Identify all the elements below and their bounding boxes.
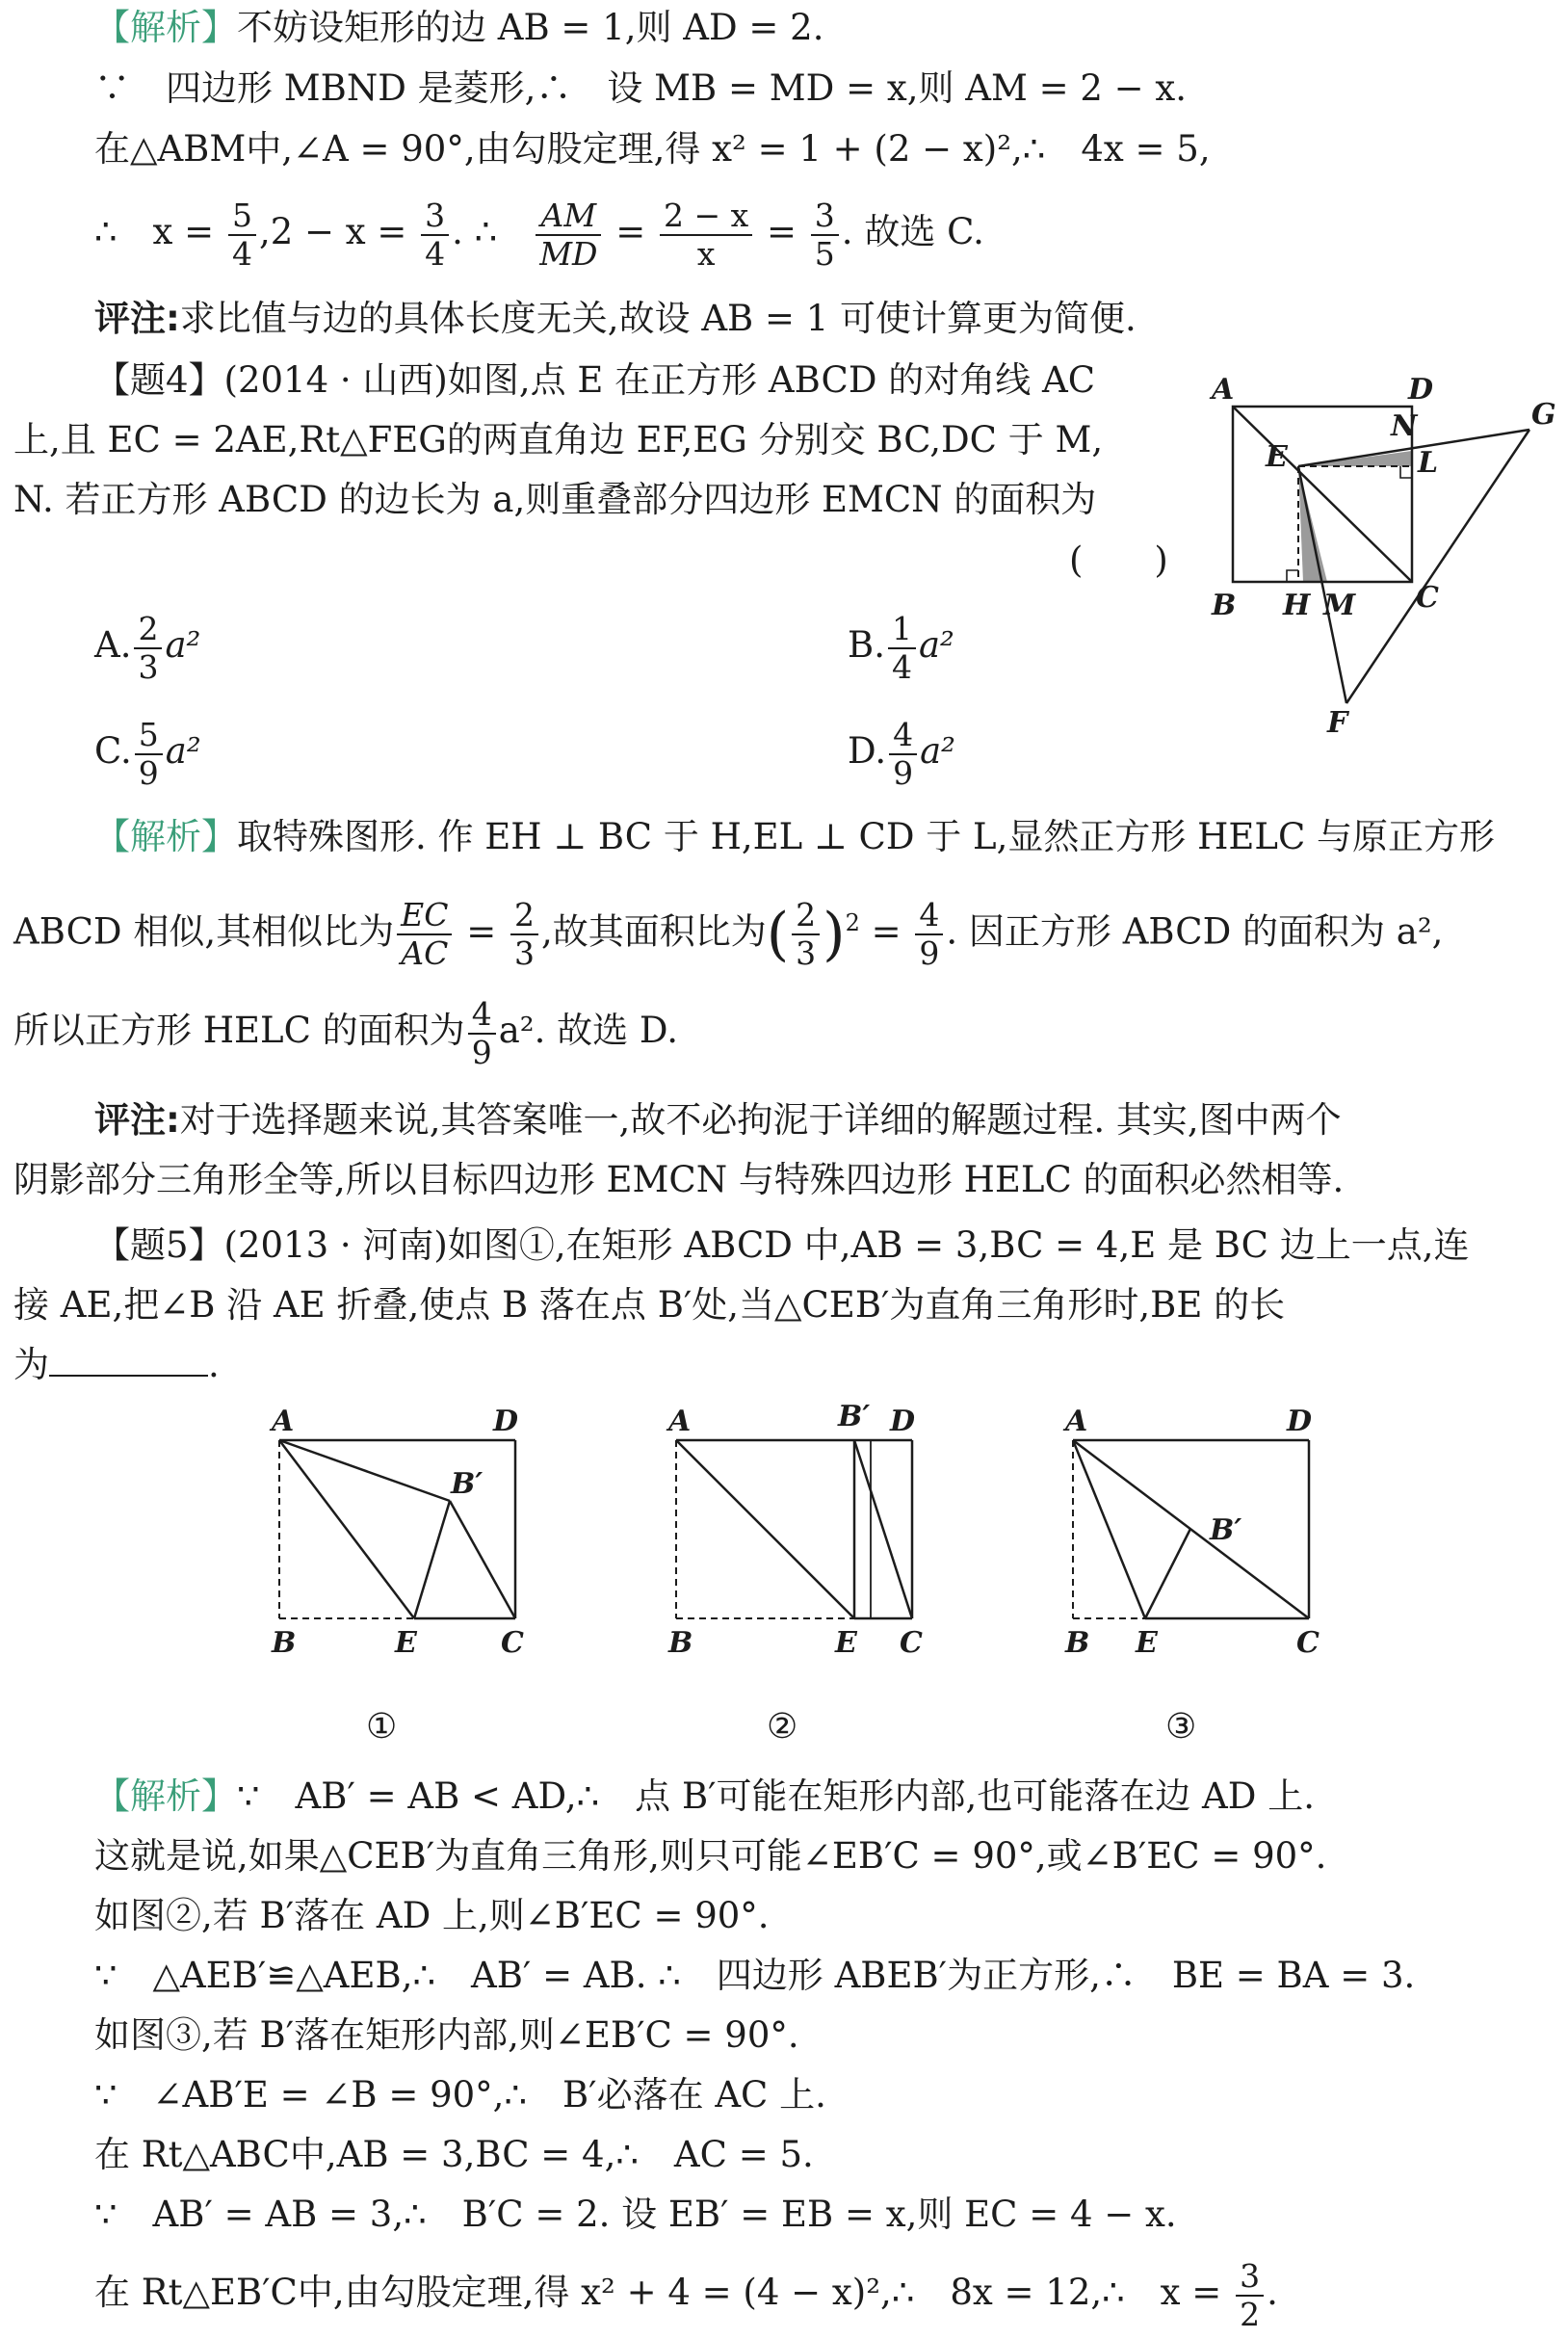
svg-text:A: A — [1065, 1405, 1088, 1438]
svg-text:B: B — [1212, 589, 1237, 622]
q4-figure — [1204, 366, 1560, 742]
jiexi-tag: 【解析】 — [94, 7, 237, 48]
fraction: $\frac{3}{4}$ — [421, 197, 449, 273]
svg-text:G: G — [1531, 398, 1556, 432]
svg-text:B′: B′ — [838, 1400, 871, 1433]
q4-note-line2: 阴影部分三角形全等,所以目标四边形 EMCN 与特殊四边形 HELC 的面积必然相等. — [13, 1159, 1345, 1200]
svg-text:D: D — [890, 1405, 916, 1438]
q5-sol-line9: 在 Rt△EB′C中,由勾股定理,得 x² + 4 = (4 − x)²,∴ 8x = 12,∴ x = $\frac{3}{2}$ . — [94, 2256, 1278, 2333]
p1-note: 评注:求比值与边的具体长度无关,故设 AB = 1 可使计算更为简便. — [94, 298, 1137, 339]
q5-sol-line6: ∵ ∠AB′E = ∠B = 90°,∴ B′必落在 AC 上. — [94, 2074, 826, 2116]
svg-text:D: D — [493, 1405, 519, 1438]
svg-text:B′: B′ — [451, 1467, 483, 1501]
q5-sol-line8: ∵ AB′ = AB = 3,∴ B′C = 2. 设 EB′ = EB = x,则 EC = 4 − x. — [94, 2194, 1177, 2235]
q4-sol-line3: 所以正方形 HELC 的面积为 $\frac{4}{9}$ a². 故选 D. — [13, 994, 678, 1071]
svg-text:C: C — [501, 1626, 524, 1660]
p1-line2: ∵ 四边形 MBND 是菱形,∴ 设 MB = MD = x,则 AM = 2 − x. — [94, 67, 1188, 109]
fraction: $\frac{AM}{MD}$ — [536, 197, 601, 273]
q5-figure-1 — [250, 1397, 559, 1667]
svg-text:C: C — [900, 1626, 923, 1660]
answer-blank — [49, 1340, 208, 1377]
figure-caption-3: ③ — [1165, 1707, 1197, 1747]
q5-line2: 接 AE,把∠B 沿 AE 折叠,使点 B 落在点 B′处,当△CEB′为直角三角形时,BE 的长 — [13, 1284, 1286, 1326]
svg-text:D: D — [1408, 373, 1434, 407]
svg-text:D: D — [1287, 1405, 1313, 1438]
answer-paren: ( ) — [1069, 539, 1168, 581]
svg-text:E: E — [1266, 440, 1288, 474]
svg-text:N: N — [1391, 409, 1418, 443]
fraction: $\frac{3}{5}$ — [811, 197, 839, 273]
p1-line4: ∴ x = $\frac{5}{4}$ ,2 − x = $\frac{3}{4}$ . ∴ $\frac{AM}{MD}$ = $\frac{2 - x}{x}$ = $\frac{3}{5}$ . 故选 C. — [94, 196, 984, 273]
q4-line3: N. 若正方形 ABCD 的边长为 a,则重叠部分四边形 EMCN 的面积为 — [13, 479, 1097, 520]
option-c: C. $\frac{5}{9}$ a² — [94, 715, 201, 792]
fraction: $\frac{5}{4}$ — [228, 197, 256, 273]
svg-text:A: A — [272, 1405, 295, 1438]
q5-sol-line1: 【解析】∵ AB′ = AB < AD,∴ 点 B′可能在矩形内部,也可能落在边 AD 上. — [94, 1775, 1315, 1817]
svg-text:C: C — [1296, 1626, 1320, 1660]
svg-text:E: E — [1136, 1626, 1158, 1660]
q5-line1: 【题5】(2013 · 河南)如图①,在矩形 ABCD 中,AB = 3,BC = 4,E 是 BC 边上一点,连 — [94, 1224, 1470, 1266]
q5-sol-line4: ∵ △AEB′≌△AEB,∴ AB′ = AB. ∴ 四边形 ABEB′为正方形,∴ BE = BA = 3. — [94, 1955, 1416, 1996]
svg-text:M: M — [1323, 589, 1356, 622]
svg-text:H: H — [1283, 589, 1311, 622]
q4-sol-line1: 【解析】取特殊图形. 作 EH ⊥ BC 于 H,EL ⊥ CD 于 L,显然正方形 HELC 与原正方形 — [94, 816, 1496, 857]
q5-sol-line2: 这就是说,如果△CEB′为直角三角形,则只可能∠EB′C = 90°,或∠B′EC = 90°. — [94, 1835, 1327, 1877]
q5-figure-3 — [1044, 1397, 1352, 1667]
svg-text:F: F — [1327, 706, 1348, 740]
p1-line3: 在△ABM中,∠A = 90°,由勾股定理,得 x² = 1 + (2 − x)²,∴ 4x = 5, — [94, 128, 1211, 170]
figure-caption-2: ② — [767, 1707, 798, 1747]
svg-text:E: E — [835, 1626, 857, 1660]
option-a: A. $\frac{2}{3}$ a² — [94, 609, 201, 686]
q4-sol-line2: ABCD 相似,其相似比为 $\frac{EC}{AC}$ = $\frac{2}{3}$ ,故其面积比为( $\frac{2}{3}$ )$^2$ = $\frac{4}{9}$ . 因正方形 ABCD 的面积为 a², — [13, 895, 1444, 972]
option-b: B. $\frac{1}{4}$ a² — [848, 609, 954, 686]
q4-line1: 【题4】(2014 · 山西)如图,点 E 在正方形 ABCD 的对角线 AC — [94, 359, 1096, 401]
svg-text:L: L — [1418, 446, 1439, 480]
svg-text:B: B — [668, 1626, 693, 1660]
p1-line1: 【解析】不妨设矩形的边 AB = 1,则 AD = 2. — [94, 7, 824, 48]
q4-line2: 上,且 EC = 2AE,Rt△FEG的两直角边 EF,EG 分别交 BC,DC 于 M, — [13, 419, 1104, 460]
svg-text:A: A — [1212, 373, 1235, 407]
q4-note-line1: 评注:对于选择题来说,其答案唯一,故不必拘泥于详细的解题过程. 其实,图中两个 — [94, 1099, 1342, 1141]
figure-caption-1: ① — [366, 1707, 398, 1747]
q5-sol-line3: 如图②,若 B′落在 AD 上,则∠B′EC = 90°. — [94, 1895, 770, 1936]
q5-sol-line5: 如图③,若 B′落在矩形内部,则∠EB′C = 90°. — [94, 2014, 799, 2056]
q5-line3: 为 . — [13, 1337, 1568, 1393]
option-d: D. $\frac{4}{9}$ a² — [848, 715, 956, 792]
svg-text:A: A — [668, 1405, 692, 1438]
fraction: $\frac{2 - x}{x}$ — [660, 197, 752, 273]
svg-text:C: C — [1416, 581, 1439, 615]
svg-text:B′: B′ — [1210, 1513, 1242, 1547]
svg-text:B: B — [272, 1626, 297, 1660]
svg-text:E: E — [395, 1626, 417, 1660]
svg-text:B: B — [1065, 1626, 1090, 1660]
q5-sol-line7: 在 Rt△ABC中,AB = 3,BC = 4,∴ AC = 5. — [94, 2134, 814, 2175]
q5-figure-2 — [647, 1397, 955, 1667]
